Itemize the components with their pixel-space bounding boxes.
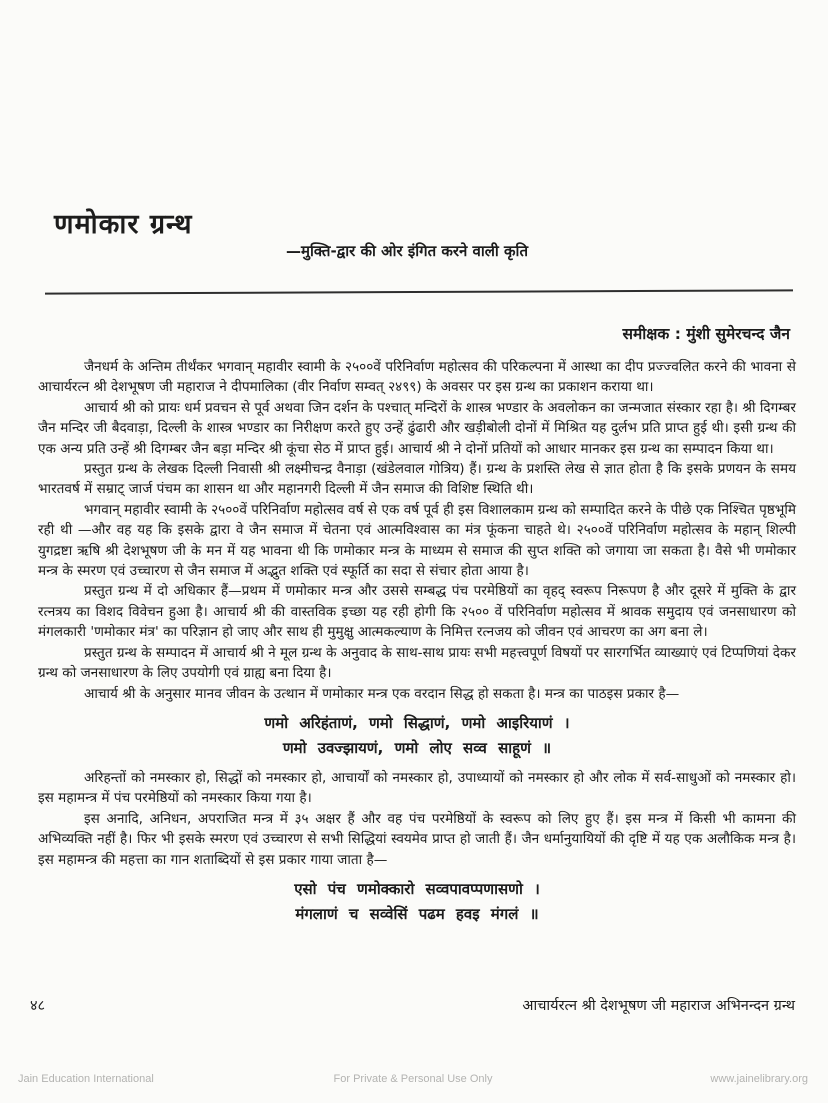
mantra-line-2: णमो उवज्झायणं, णमो लोए सव्व साहूणं ॥ [282, 738, 552, 757]
paragraph-3: प्रस्तुत ग्रन्थ के लेखक दिल्ली निवासी श्री लक्ष्मीचन्द्र वैनाड़ा (खंडेलवाल गोत्रिय) हैं। ग्रन्थ के प्रशस्ति लेख से ज्ञात होता है कि इसके प्रणयन के समय भारतवर्ष में सम्राट् जार्ज पंचम का शासन था और महानगरी दिल्ली में जैन समाज की विशिष्ट स्थिति थी। [38, 461, 796, 498]
paragraph-2: आचार्य श्री को प्रायः धर्म प्रवचन से पूर्व अथवा जिन दर्शन के पश्चात् मन्दिरों के शास्त्र भण्डार के अवलोकन का जन्मजात संस्कार रहा है। श्री दिगम्बर जैन मन्दिर जी बैदवाड़ा, दिल्ली के शास्त्र भण्डार का निरीक्षण करते हुए उन्हें ढुंढारी और खड़ीबोली दोनों में मिश्रित यह दुर्लभ प्रति प्राप्त हुई थी। इसी ग्रन्थ की एक अन्य प्रति उन्हें श्री दिगम्बर जैन बड़ा मन्दिर श्री कूंचा सेठ में प्राप्त हुई। आचार्य श्री ने दोनों प्रतियों को आधार मानकर इस ग्रन्थ का सम्पादन किया था। [38, 399, 796, 457]
paragraph-7: आचार्य श्री के अनुसार मानव जीवन के उत्थान में णमोकार मन्त्र एक वरदान सिद्ध हो सकता है। मन्त्र का पाठइस प्रकार है— [84, 685, 680, 702]
page-title: णमोकार ग्रन्थ [54, 209, 193, 241]
paragraph-6: प्रस्तुत ग्रन्थ के सम्पादन में आचार्य श्री ने मूल ग्रन्थ के अनुवाद के साथ-साथ प्रायः सभी महत्त्वपूर्ण विषयों पर सारगर्भित व्याख्याएं एवं टिप्पणियां देकर ग्रन्थ को जनसाधारण के लिए उपयोगी एवं ग्राह्य बना दिया है। [38, 644, 796, 682]
horizontal-divider [45, 289, 793, 294]
mantra-line-1: णमो अरिहंताणं, णमो सिद्धाणं, णमो आइरियाणं । [264, 713, 570, 732]
verse-line-2: मंगलाणं च सव्वेसिं पढम हवइ मंगलं ॥ [295, 904, 539, 923]
book-footer-title: आचार्यरत्न श्री देशभूषण जी महाराज अभिनन्दन ग्रन्थ [522, 998, 795, 1014]
paragraph-8: अरिहन्तों को नमस्कार हो, सिद्धों को नमस्कार हो, आचार्यों को नमस्कार हो, उपाध्यायों को नमस्कार हो और लोक में सर्व-साधुओं को नमस्कार हो। इस महामन्त्र में पंच परमेष्ठियों को नमस्कार किया गया है। [38, 769, 796, 807]
book-footer [30, 995, 795, 1015]
scan-watermark-footer [18, 1073, 808, 1085]
scan-footer-right: www.jainelibrary.org [710, 1073, 808, 1085]
page-number: ४८ [30, 998, 46, 1014]
paragraph-4: भगवान् महावीर स्वामी के २५००वें परिनिर्वाण महोत्सव वर्ष से एक वर्ष पूर्व ही इस विशालकाम ग्रन्थ को सम्पादित करने के पीछे एक निश्चित पृष्ठभूमि रही थी —और वह यह कि इसके द्वारा वे जैन समाज में चेतना एवं आत्मविश्वास का मंत्र फूंकना चाहते थे। २५००वें परिनिर्वाण महोत्सव के महान् शिल्पी युगद्रष्टा ऋषि श्री देशभूषण जी के मन में यह भावना थी कि णमोकार मन्त्र के माध्यम से समाज की सुप्त शक्ति को जगाया जा सकता है। वैसे भी णमोकार मन्त्र के स्मरण एवं उच्चारण से जैन समाज में अद्भुत शक्ति एवं स्फूर्ति का सदा से संचार होता आया है। [38, 501, 796, 580]
closing-verse-block [38, 877, 796, 927]
article-body [38, 357, 796, 934]
paragraph-5: प्रस्तुत ग्रन्थ में दो अधिकार हैं—प्रथम में णमोकार मन्त्र और उससे सम्बद्ध पंच परमेष्ठियों का वृहद् स्वरूप निरूपण है और दूसरे में मुक्ति के द्वार रत्नत्रय का विशद विवेचन हुआ है। आचार्य श्री की वास्तविक इच्छा यह रही होगी कि २५०० वें परिनिर्वाण महोत्सव में श्रावक समुदाय एवं जनसाधारण को मंगलकारी 'णमोकार मंत्र' का परिज्ञान हो जाए और साथ ही मुमुक्षु आत्मकल्याण के निमित्त रत्नजय को जीवन एवं आचरण का अग बना ले। [38, 583, 796, 641]
namokar-mantra-block [38, 711, 796, 761]
paragraph-9: इस अनादि, अनिधन, अपराजित मन्त्र में ३५ अक्षर हैं और वह पंच परमेष्ठियों के स्वरूप को लिए हुए हैं। इस मन्त्र में किसी भी कामना की अभिव्यक्ति नहीं है। फिर भी इसके स्मरण एवं उच्चारण से सभी सिद्धियां स्वयमेव प्राप्त हो जाती हैं। जैन धर्मानुयायियों की दृष्टि में यह एक अलौकिक मन्त्र है। इस महामन्त्र की महत्ता का गान शताब्दियों से इस प्रकार गाया जाता है— [38, 810, 796, 868]
article-subtitle: —मुक्ति-द्वार की ओर इंगित करने वाली कृति [286, 242, 528, 260]
scan-footer-center: For Private & Personal Use Only [333, 1073, 493, 1085]
scan-footer-left: Jain Education International [18, 1073, 154, 1085]
paragraph-1: जैनधर्म के अन्तिम तीर्थंकर भगवान् महावीर स्वामी के २५००वें परिनिर्वाण महोत्सव की परिकल्पना में आस्था का दीप प्रज्ज्वलित करने की भावना से आचार्यरत्न श्री देशभूषण जी महाराज ने दीपमालिका (वीर निर्वाण सम्वत् २४९९) के अवसर पर इस ग्रन्थ का प्रकाशन कराया था। [38, 359, 796, 396]
verse-line-1: एसो पंच णमोक्कारो सव्वपावप्पणासणो । [294, 879, 540, 898]
reviewer-line: समीक्षक : मुंशी सुमेरचन्द जैन [622, 325, 790, 343]
